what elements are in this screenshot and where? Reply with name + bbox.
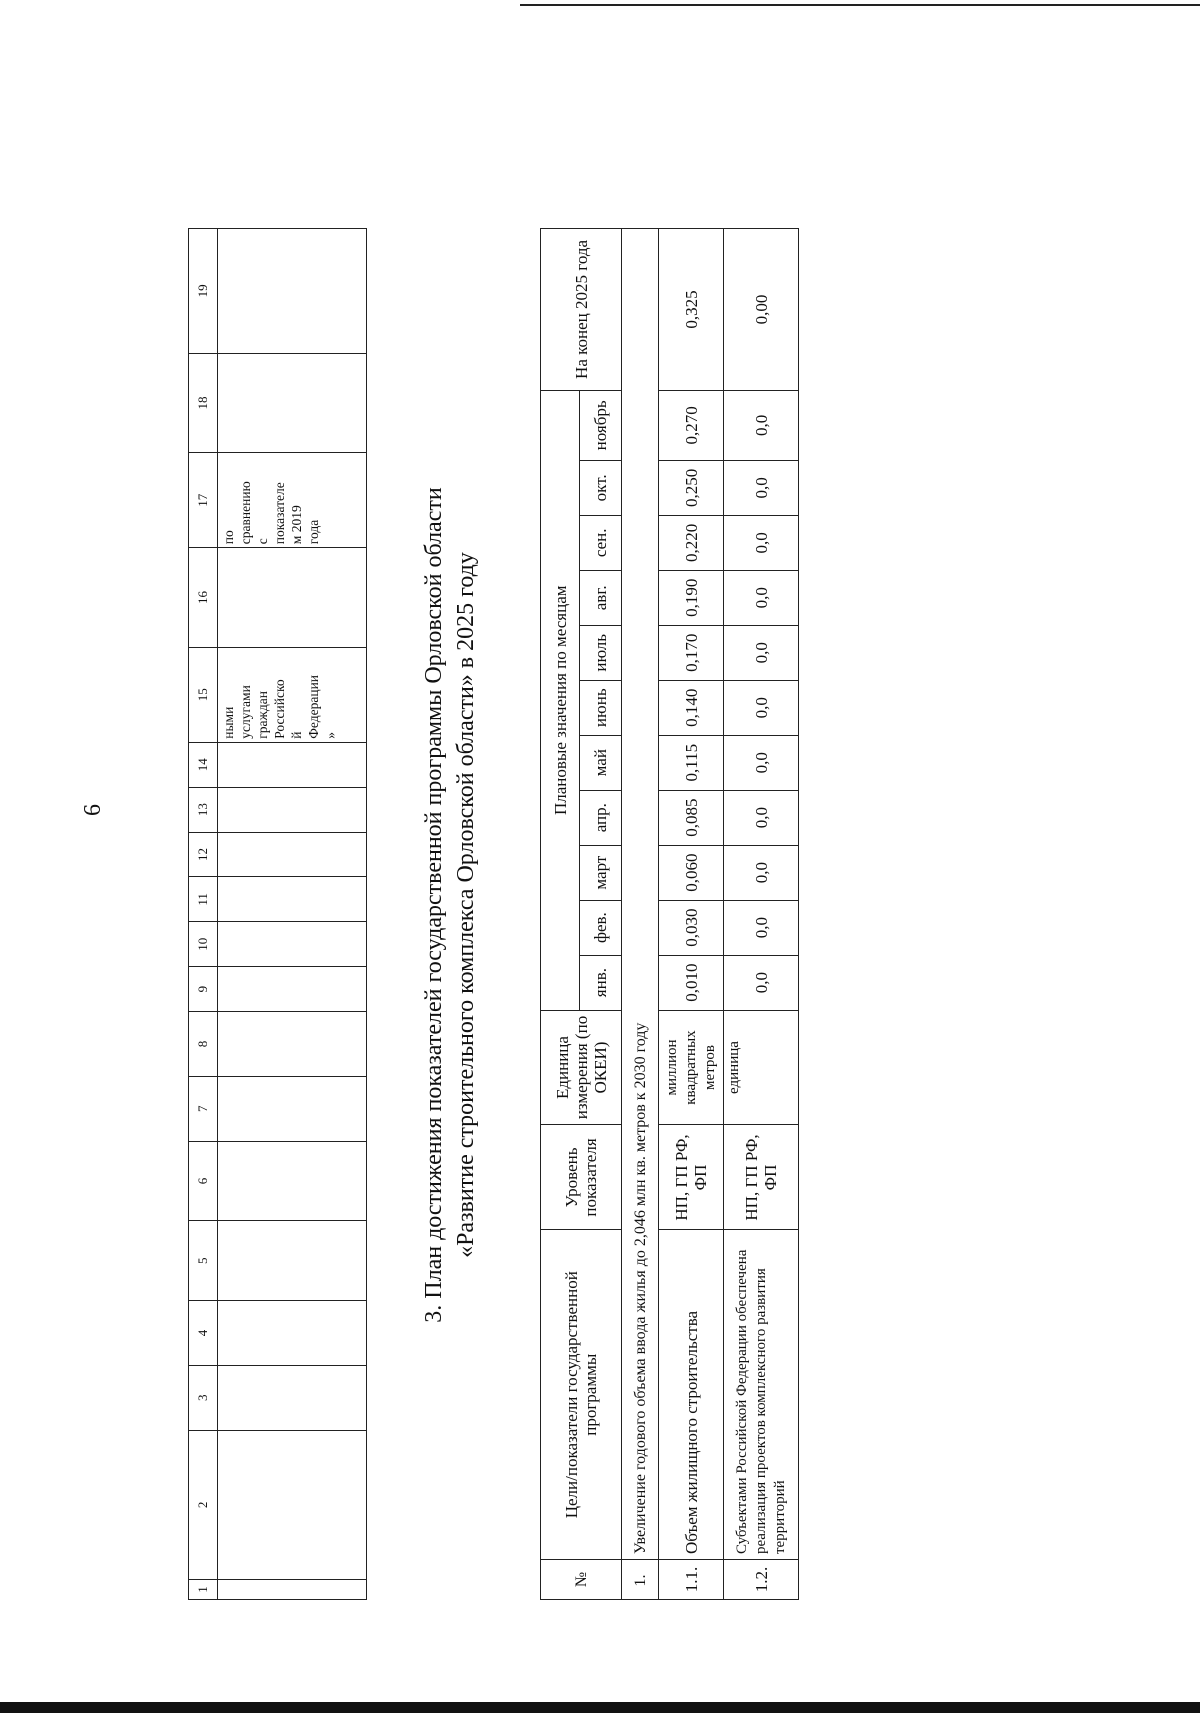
col-header-8: 8 <box>189 1012 218 1077</box>
cell-19 <box>218 229 367 354</box>
header-no: № <box>541 1560 622 1600</box>
continuation-header-row <box>189 229 218 1600</box>
cell-8 <box>218 1012 367 1077</box>
row-value-aug: 0,0 <box>724 570 799 625</box>
col-header-11: 11 <box>189 877 218 922</box>
col-header-6: 6 <box>189 1141 218 1221</box>
section-no: 1. <box>622 1560 659 1600</box>
cell-3 <box>218 1365 367 1430</box>
header-level: Уровень показателя <box>541 1125 622 1230</box>
col-header-4: 4 <box>189 1301 218 1366</box>
cell-4 <box>218 1301 367 1366</box>
row-value-jun: 0,0 <box>724 680 799 735</box>
month-jul: июль <box>580 625 622 680</box>
continuation-table <box>188 228 367 1600</box>
header-unit: Единица измерения (по ОКЕИ) <box>541 1010 622 1125</box>
cell-11 <box>218 877 367 922</box>
month-nov: ноябрь <box>580 390 622 460</box>
heading-line-2: «Развитие строительного комплекса Орловской области» в 2025 году <box>453 552 479 1258</box>
col-header-9: 9 <box>189 967 218 1012</box>
row-level: НП, ГП РФ, ФП <box>724 1125 799 1230</box>
cell-5 <box>218 1221 367 1301</box>
cell-17: по сравнению с показателе м 2019 года <box>218 453 367 548</box>
row-value-end: 0,00 <box>724 229 799 391</box>
row-value-end: 0,325 <box>659 229 724 391</box>
col-header-13: 13 <box>189 787 218 832</box>
row-value-may: 0,0 <box>724 735 799 790</box>
row-value-mar: 0,0 <box>724 845 799 900</box>
cell-12 <box>218 832 367 877</box>
header-goal: Цели/показатели государственной программы <box>541 1230 622 1560</box>
col-header-19: 19 <box>189 229 218 354</box>
month-aug: авг. <box>580 570 622 625</box>
cell-13 <box>218 787 367 832</box>
row-value-nov: 0,270 <box>659 390 724 460</box>
row-value-sep: 0,0 <box>724 515 799 570</box>
cell-15: ными услугами граждан Российско й Федерации » <box>218 647 367 742</box>
row-no: 1.1. <box>659 1560 724 1600</box>
row-value-feb: 0,0 <box>724 900 799 955</box>
row-value-jan: 0,010 <box>659 955 724 1010</box>
col-header-12: 12 <box>189 832 218 877</box>
scan-edge-bottom <box>0 1702 1200 1713</box>
table-row <box>659 229 724 1600</box>
col-header-5: 5 <box>189 1221 218 1301</box>
row-value-apr: 0,0 <box>724 790 799 845</box>
month-jan: янв. <box>580 955 622 1010</box>
header-end: На конец 2025 года <box>541 229 622 391</box>
heading-line-1: 3. План достижения показателей государственной программы Орловской области <box>421 487 447 1323</box>
col-header-10: 10 <box>189 922 218 967</box>
row-no: 1.2. <box>724 1560 799 1600</box>
row-name: Объем жилищного строительства <box>659 1230 724 1560</box>
plan-header-row-1 <box>541 229 580 1600</box>
continuation-body-row <box>218 229 367 1600</box>
row-value-jul: 0,0 <box>724 625 799 680</box>
row-unit: единица <box>724 1010 799 1125</box>
row-value-jul: 0,170 <box>659 625 724 680</box>
cell-10 <box>218 922 367 967</box>
row-level: НП, ГП РФ, ФП <box>659 1125 724 1230</box>
cell-7 <box>218 1076 367 1141</box>
month-mar: март <box>580 845 622 900</box>
col-header-18: 18 <box>189 353 218 453</box>
col-header-7: 7 <box>189 1076 218 1141</box>
col-header-3: 3 <box>189 1365 218 1430</box>
row-unit: миллион квадратных метров <box>659 1010 724 1125</box>
row-value-mar: 0,060 <box>659 845 724 900</box>
row-value-apr: 0,085 <box>659 790 724 845</box>
cell-9 <box>218 967 367 1012</box>
col-header-14: 14 <box>189 742 218 787</box>
cell-1 <box>218 1580 367 1600</box>
table-row <box>724 229 799 1600</box>
col-header-16: 16 <box>189 548 218 648</box>
section-row <box>622 229 659 1600</box>
row-value-oct: 0,250 <box>659 460 724 515</box>
month-may: май <box>580 735 622 790</box>
header-monthly: Плановые значения по месяцам <box>541 390 580 1010</box>
page-number: 6 <box>80 804 106 816</box>
section-heading <box>418 320 482 1490</box>
cell-6 <box>218 1141 367 1221</box>
cell-18 <box>218 353 367 453</box>
row-value-may: 0,115 <box>659 735 724 790</box>
row-name: Субъектами Российской Федерации обеспечена реализация проектов комплексного развития территорий <box>724 1230 799 1560</box>
row-value-jan: 0,0 <box>724 955 799 1010</box>
plan-table <box>540 228 799 1600</box>
month-oct: окт. <box>580 460 622 515</box>
cell-2 <box>218 1430 367 1579</box>
col-header-2: 2 <box>189 1430 218 1579</box>
col-header-15: 15 <box>189 647 218 742</box>
row-value-nov: 0,0 <box>724 390 799 460</box>
rotated-page <box>0 130 1000 1690</box>
cell-14 <box>218 742 367 787</box>
scan-edge-top <box>520 4 1200 6</box>
section-text: Увеличение годового объема ввода жилья до 2,046 млн кв. метров к 2030 году <box>622 229 659 1560</box>
row-value-oct: 0,0 <box>724 460 799 515</box>
row-value-jun: 0,140 <box>659 680 724 735</box>
cell-16 <box>218 548 367 648</box>
row-value-aug: 0,190 <box>659 570 724 625</box>
row-value-sep: 0,220 <box>659 515 724 570</box>
col-header-1: 1 <box>189 1580 218 1600</box>
month-apr: апр. <box>580 790 622 845</box>
month-jun: июнь <box>580 680 622 735</box>
month-feb: фев. <box>580 900 622 955</box>
col-header-17: 17 <box>189 453 218 548</box>
month-sep: сен. <box>580 515 622 570</box>
row-value-feb: 0,030 <box>659 900 724 955</box>
